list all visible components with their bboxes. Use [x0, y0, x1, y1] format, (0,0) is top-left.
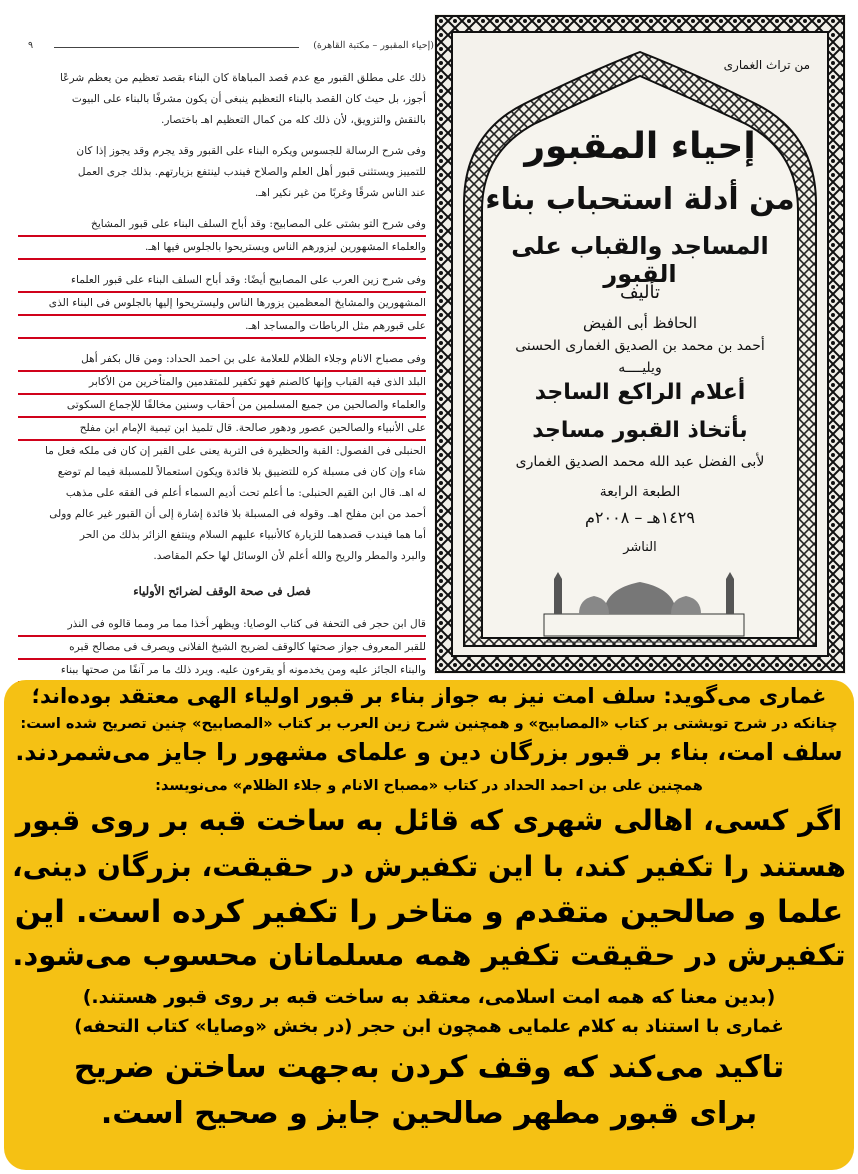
- banner-line-7: علما و صالحین متقدم و متاخر را تکفیر کرده است. این: [14, 894, 844, 930]
- text-line: وفى شرح الرسالة للجسوس ويكره البناء على القبور وقد يجرم وقد يجوز إذا كان: [76, 145, 426, 157]
- text-line: أحمد من ابن مفلح اهـ. وقوله فى المسبلة بلا فائدة إشارة إلى أن القبور غير عالم وولى: [49, 508, 426, 520]
- persian-translation-banner: [4, 680, 854, 1170]
- header-rule: [54, 47, 299, 48]
- second-author: لأبى الفضل عبد الله محمد الصديق الغمارى: [515, 454, 765, 470]
- paragraph-2: [18, 141, 426, 204]
- section-heading: فصل فى صحة الوقف لضرائح الأولياء: [133, 584, 311, 598]
- underlined-line: والعلماء والصالحين من جميع المسلمين من أحقاب وسنين مخالفًا للإجماع السكوتى: [18, 395, 426, 418]
- publication-date: ١٤٢٩هـ – ٢٠٠٨م: [585, 508, 695, 527]
- paragraph-6-underlined: [18, 614, 426, 683]
- underlined-line: وفى مصباح الانام وجلاء الظلام للعلامة على بن احمد الحداد: ومن قال بكفر أهل: [18, 349, 426, 372]
- paragraph-4-underlined: [18, 270, 426, 339]
- running-title: (إحياء المقبور – مكتبة القاهرة): [313, 40, 434, 51]
- author-name: أحمد بن محمد بن الصديق الغمارى الحسنى: [515, 338, 765, 354]
- heritage-label: من تراث الغمارى: [723, 58, 810, 72]
- underlined-line: على قبورهم مثل الرباطات والمساجد اهـ.: [18, 316, 426, 339]
- text-line: بالنقش والتزويق، لأن ذلك كله من كمال التعظيم اهـ باختصار.: [160, 114, 426, 126]
- second-book-title: أعلام الراكع الساجد: [534, 380, 746, 405]
- banner-line-12: برای قبور مطهر صالحین جایز و صحیح است.: [100, 1096, 758, 1131]
- paragraph-3-underlined: [18, 214, 426, 260]
- banner-line-2: چنانکه در شرح تویشتی بر کتاب «المصابیح» و همچنین شرح زین العرب بر کتاب «المصابیح» چنین تصریح شده است:: [20, 716, 838, 732]
- banner-line-1: غماری می‌گوید: سلف امت نیز به جواز بناء بر قبور اولیاء الهی معتقد بوده‌اند؛: [31, 684, 827, 708]
- banner-line-10: غماری با استناد به کلام علمایی همچون ابن حجر (در بخش «وصایا» کتاب التحفه): [74, 1016, 784, 1037]
- paragraph-1: [18, 68, 426, 131]
- page-body: [18, 68, 426, 693]
- page-number: ٩: [28, 40, 34, 51]
- text-line: ذلك على مطلق القبور مع عدم قصد المباهاة كان البناء بقصد تعظيم من يعظم شرعًا: [59, 72, 426, 84]
- underlined-line: المشهورين والمشايخ المعظمين يزورها الناس وليستريحوا إليها بالجلوس فى البناء الذى: [18, 293, 426, 316]
- authorship-label: تأليف: [619, 282, 661, 303]
- text-line: شاء وإن كان فى مسبلة كره للتضييق بلا فائدة ويكون استعمالاً للمسبلة فيما لم توضع: [57, 466, 426, 478]
- followed-by-label: ويليــــه: [618, 360, 662, 376]
- paragraph-5: [18, 349, 426, 567]
- text-line: أما هما فيندب قصدهما للزيارة كالأنبياء عليهم السلام وينتفع الزائر بذلك من الحر: [79, 529, 426, 541]
- banner-line-9: (بدین معنا که همه امت اسلامی، معتقد به ساخت قبه بر روی قبور هستند.): [82, 986, 776, 1008]
- underlined-line: البلد الذى فيه القباب وإنها كالصنم فهو تكفير للمتقدمين والمتأخرين من الأكابر: [18, 372, 426, 395]
- banner-line-8: تکفیرش در حقیقت تکفیر همه مسلمانان محسوب می‌شود.: [12, 938, 846, 972]
- book-subtitle-line-1: من أدلة استحباب بناء: [485, 182, 795, 217]
- underlined-line: قال ابن حجر فى التحفة فى كتاب الوصايا: ويظهر أخذا مما مر ومما قالوه فى النذر: [18, 614, 426, 637]
- banner-line-3: سلف امت، بناء بر قبور بزرگان دین و علمای مشهور را جایز می‌شمردند.: [15, 738, 843, 766]
- underlined-line: والبناء الجائز عليه ومن يخدمونه أو يقرءون عليه. ويرد ذلك ما مر آنفًا من صحتها ببناء: [18, 660, 426, 683]
- underlined-line: وفى شرح التو بشتى على المصابيح: وقد أباح السلف البناء على قبور المشايخ: [18, 214, 426, 237]
- text-line: عند الناس شرقًا وغربًا من غير نكير اهـ.: [254, 187, 426, 199]
- text-line: أجوز، بل حيث كان القصد بالبناء التعظيم ينبغى أن يكون مشرفًا بالبناء على البيوت: [71, 93, 426, 105]
- book-text-page: [14, 30, 434, 676]
- banner-line-4: همچنین علی بن احمد الحداد در کتاب «مصباح الانام و جلاء الظلام» می‌نویسد:: [155, 778, 703, 794]
- text-line: الحنبلى فى الفصول: القبة والحظيرة فى التربة يعنى على القبر إن كان فى ملكه فعل ما: [45, 445, 426, 457]
- publisher-label: الناشر: [623, 540, 657, 555]
- edition-label: الطبعة الرابعة: [599, 484, 681, 500]
- book-cover: [434, 14, 846, 674]
- book-title: إحياء المقبور: [524, 126, 756, 167]
- banner-line-11: تاکید می‌کند که وقف کردن به‌جهت ساختن ضریح: [73, 1050, 785, 1085]
- banner-line-6: هستند را تکفیر کند، با این تکفیرش در حقیقت، بزرگان دینی،: [12, 850, 846, 883]
- underlined-line: للقبر المعروف جواز صحتها كالوقف لضريح الشيخ الفلانى ويصرف فى مصالح قبره: [18, 637, 426, 660]
- text-line: للتمييز ويستثنى قبور أهل العلم والصلاح فيندب لينتفع بزيارتهم. بذلك جرى العمل: [77, 166, 426, 178]
- author-honorific: الحافظ أبى الفيض: [582, 314, 697, 332]
- text-line: والبرد والمطر والريح والله أعلم لأن الوسائل لها حكم المقاصد.: [153, 550, 426, 562]
- second-book-subtitle: بأتخاذ القبور مساجد: [532, 418, 748, 443]
- text-line: له اهـ. قال ابن القيم الحنبلى: ما أعلم تحت أديم السماء أعلم فى الفقه على مذهب: [65, 487, 426, 499]
- banner-line-5: اگر کسی، اهالی شهری که قائل به ساخت قبه بر روی قبور: [15, 804, 843, 837]
- running-header: [14, 40, 434, 56]
- underlined-line: والعلماء المشهورين ليزورهم الناس ويستريحوا بالجلوس فيها اهـ.: [18, 237, 426, 260]
- book-subtitle-line-2: المساجد والقباب على القبور: [511, 232, 769, 288]
- underlined-line: على الأنبياء والصالحين عصور ودهور صالحة. قال تلميذ ابن تيمية الإمام ابن مفلح: [18, 418, 426, 441]
- underlined-line: وفى شرح زين العرب على المصابيح أيضًا: وقد أباح السلف البناء على قبور العلماء: [18, 270, 426, 293]
